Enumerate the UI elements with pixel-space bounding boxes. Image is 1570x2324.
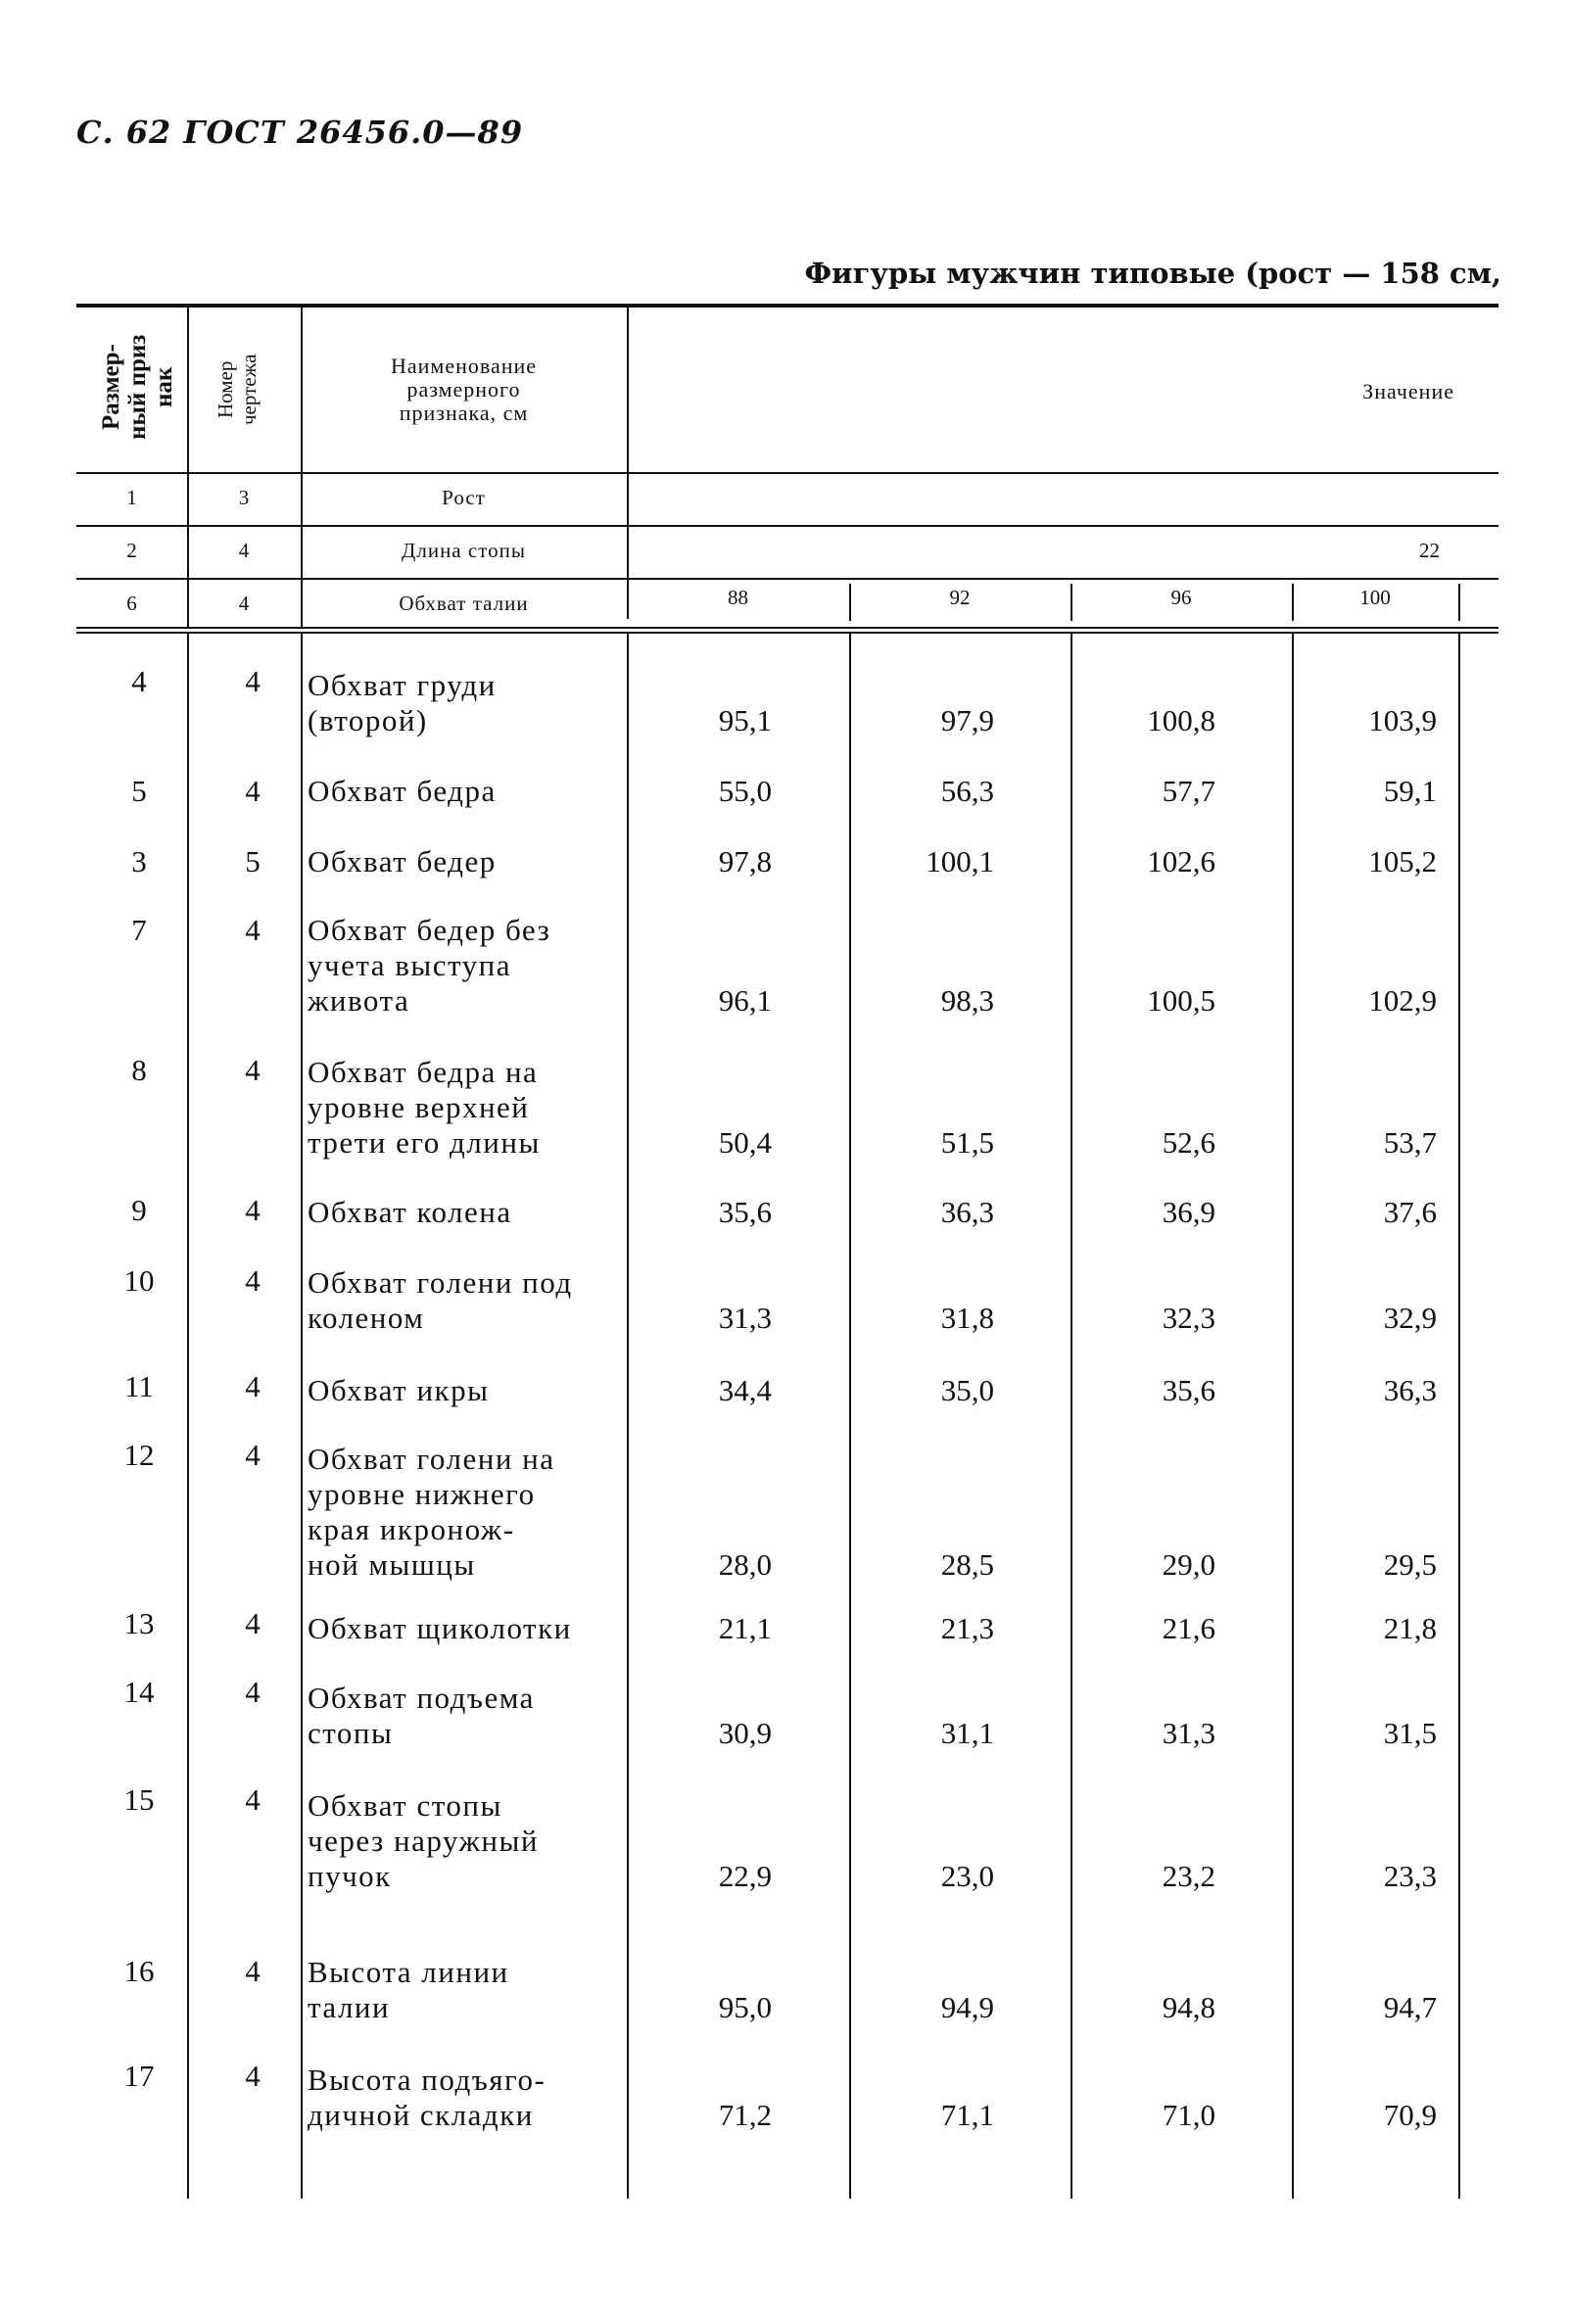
row-16-value-3: 94,8 xyxy=(1162,1990,1215,2024)
column-rule xyxy=(187,634,189,2199)
row-16-value-1: 95,0 xyxy=(718,1990,772,2024)
fixed-row-sign: 6 xyxy=(126,592,137,615)
row-12-value-1: 28,0 xyxy=(718,1547,772,1582)
row-17-value-1: 71,2 xyxy=(718,2098,772,2132)
row-5-value-2: 56,3 xyxy=(940,774,994,808)
fixed-row-value: 22 xyxy=(1419,539,1440,562)
row-name-9: Обхват колена xyxy=(308,1195,512,1229)
fixed-row-name: Рост xyxy=(442,486,486,509)
row-15-value-2: 23,0 xyxy=(940,1859,994,1893)
row-9-value-4: 37,6 xyxy=(1383,1195,1437,1229)
row-sign-14: 14 xyxy=(123,1675,155,1709)
row-sign-12: 12 xyxy=(123,1438,155,1472)
row-drawing-4: 4 xyxy=(245,664,261,698)
row-name-15: Обхват стопы через наружный пучок xyxy=(308,1788,539,1893)
row-15-value-3: 23,2 xyxy=(1162,1859,1215,1893)
row-name-17: Высота подъяго- дичной складки xyxy=(308,2063,547,2132)
row-17-value-4: 70,9 xyxy=(1383,2098,1437,2132)
row-3-value-2: 100,1 xyxy=(926,844,994,878)
row-drawing-10: 4 xyxy=(245,1263,261,1298)
row-3-value-3: 102,6 xyxy=(1147,844,1215,878)
row-13-value-4: 21,8 xyxy=(1383,1611,1437,1645)
row-15-value-4: 23,3 xyxy=(1383,1859,1437,1893)
row-sign-9: 9 xyxy=(131,1193,147,1227)
row-4-value-4: 103,9 xyxy=(1368,703,1437,737)
row-4-value-3: 100,8 xyxy=(1147,703,1215,737)
row-name-5: Обхват бедра xyxy=(308,774,497,808)
row-sign-13: 13 xyxy=(123,1606,155,1640)
waist-size-92: 92 xyxy=(949,586,971,609)
row-9-value-1: 35,6 xyxy=(718,1195,772,1229)
column-rule xyxy=(1070,634,1072,2199)
waist-size-88: 88 xyxy=(728,586,748,609)
row-4-value-2: 97,9 xyxy=(940,703,994,737)
row-8-value-3: 52,6 xyxy=(1162,1125,1215,1160)
column-rule xyxy=(849,634,851,2199)
v-rule xyxy=(187,304,189,472)
row-drawing-17: 4 xyxy=(245,2059,261,2093)
row-sign-10: 10 xyxy=(123,1263,155,1298)
header-drawing: Номер чертежа xyxy=(214,354,261,425)
row-8-value-2: 51,5 xyxy=(940,1125,994,1160)
row-drawing-12: 4 xyxy=(245,1438,261,1472)
row-5-value-4: 59,1 xyxy=(1383,774,1437,808)
row-11-value-4: 36,3 xyxy=(1383,1373,1437,1407)
row-7-value-2: 98,3 xyxy=(940,983,994,1018)
row-7-value-1: 96,1 xyxy=(718,983,772,1018)
row-sign-3: 3 xyxy=(131,844,147,878)
row-10-value-3: 32,3 xyxy=(1162,1301,1215,1335)
fixed-row-rule xyxy=(76,578,1499,580)
row-sign-16: 16 xyxy=(123,1954,155,1988)
fixed-row-rule xyxy=(76,525,1499,527)
row-3-value-1: 97,8 xyxy=(718,844,772,878)
row-drawing-13: 4 xyxy=(245,1606,261,1640)
row-name-3: Обхват бедер xyxy=(308,844,497,878)
column-rule xyxy=(301,634,303,2199)
fixed-row-sign: 2 xyxy=(126,539,137,562)
row-name-7: Обхват бедер без учета выступа живота xyxy=(308,913,551,1018)
waist-size-96: 96 xyxy=(1170,586,1192,609)
row-12-value-4: 29,5 xyxy=(1383,1547,1437,1582)
header-value: Значение xyxy=(1362,379,1454,403)
row-13-value-1: 21,1 xyxy=(718,1611,772,1645)
row-drawing-9: 4 xyxy=(245,1193,261,1227)
row-sign-17: 17 xyxy=(123,2059,155,2093)
row-sign-15: 15 xyxy=(123,1782,155,1817)
fixed-row-sign: 1 xyxy=(126,486,137,509)
page-header: С. 62 ГОСТ 26456.0—89 xyxy=(76,114,524,151)
row-8-value-1: 50,4 xyxy=(718,1125,772,1160)
column-rule xyxy=(1458,634,1460,2199)
row-drawing-11: 4 xyxy=(245,1369,261,1403)
row-14-value-1: 30,9 xyxy=(718,1716,772,1750)
fixed-row-rule xyxy=(76,627,1499,629)
table-top-rule xyxy=(76,304,1499,308)
row-5-value-1: 55,0 xyxy=(718,774,772,808)
row-7-value-3: 100,5 xyxy=(1147,983,1215,1018)
row-drawing-5: 4 xyxy=(245,774,261,808)
row-drawing-7: 4 xyxy=(245,913,261,947)
table-title: Фигуры мужчин типовые (рост — 158 см, xyxy=(804,257,1501,290)
row-drawing-15: 4 xyxy=(245,1782,261,1817)
row-10-value-1: 31,3 xyxy=(718,1301,772,1335)
row-17-value-2: 71,1 xyxy=(940,2098,994,2132)
row-11-value-1: 34,4 xyxy=(718,1373,772,1407)
row-13-value-2: 21,3 xyxy=(940,1611,994,1645)
body-top-rule xyxy=(76,632,1499,634)
row-16-value-2: 94,9 xyxy=(940,1990,994,2024)
fixed-row-drawing: 4 xyxy=(238,592,250,615)
v-rule xyxy=(627,304,629,619)
row-sign-11: 11 xyxy=(124,1369,154,1403)
row-17-value-3: 71,0 xyxy=(1162,2098,1215,2132)
row-sign-4: 4 xyxy=(131,664,147,698)
row-3-value-4: 105,2 xyxy=(1368,844,1437,878)
row-drawing-16: 4 xyxy=(245,1954,261,1988)
row-name-8: Обхват бедра на уровне верхней трети его длины xyxy=(308,1055,541,1160)
waist-size-100: 100 xyxy=(1359,586,1391,609)
column-rule xyxy=(1292,634,1294,2199)
row-name-16: Высота линии талии xyxy=(308,1955,509,2024)
row-14-value-2: 31,1 xyxy=(940,1716,994,1750)
row-10-value-2: 31,8 xyxy=(940,1301,994,1335)
fixed-row-drawing: 3 xyxy=(238,486,250,509)
header-bottom-rule xyxy=(76,472,1499,474)
v-rule xyxy=(1458,584,1460,621)
row-8-value-4: 53,7 xyxy=(1383,1125,1437,1160)
row-11-value-2: 35,0 xyxy=(940,1373,994,1407)
row-sign-7: 7 xyxy=(131,913,147,947)
fixed-row-name: Обхват талии xyxy=(399,592,529,615)
row-14-value-4: 31,5 xyxy=(1383,1716,1437,1750)
fixed-row-drawing: 4 xyxy=(238,539,250,562)
row-4-value-1: 95,1 xyxy=(718,703,772,737)
row-9-value-2: 36,3 xyxy=(940,1195,994,1229)
row-name-12: Обхват голени на уровне нижнего края икронож- ной мышцы xyxy=(308,1442,555,1582)
row-7-value-4: 102,9 xyxy=(1368,983,1437,1018)
row-11-value-3: 35,6 xyxy=(1162,1373,1215,1407)
row-name-14: Обхват подъема стопы xyxy=(308,1681,535,1750)
row-12-value-2: 28,5 xyxy=(940,1547,994,1582)
row-sign-5: 5 xyxy=(131,774,147,808)
row-name-10: Обхват голени под коленом xyxy=(308,1265,573,1335)
row-9-value-3: 36,9 xyxy=(1162,1195,1215,1229)
row-name-11: Обхват икры xyxy=(308,1373,490,1407)
row-15-value-1: 22,9 xyxy=(718,1859,772,1893)
row-name-4: Обхват груди (второй) xyxy=(308,668,497,737)
row-5-value-3: 57,7 xyxy=(1162,774,1215,808)
header-name: Наименование размерного признака, см xyxy=(390,354,538,425)
row-drawing-8: 4 xyxy=(245,1053,261,1087)
row-10-value-4: 32,9 xyxy=(1383,1301,1437,1335)
row-12-value-3: 29,0 xyxy=(1162,1547,1215,1582)
row-drawing-3: 5 xyxy=(245,844,261,878)
row-16-value-4: 94,7 xyxy=(1383,1990,1437,2024)
row-14-value-3: 31,3 xyxy=(1162,1716,1215,1750)
header-sign: Размер- ный приз нак xyxy=(98,334,177,440)
row-drawing-14: 4 xyxy=(245,1675,261,1709)
row-name-13: Обхват щиколотки xyxy=(308,1611,572,1645)
row-13-value-3: 21,6 xyxy=(1162,1611,1215,1645)
row-sign-8: 8 xyxy=(131,1053,147,1087)
fixed-row-name: Длина стопы xyxy=(402,539,526,562)
